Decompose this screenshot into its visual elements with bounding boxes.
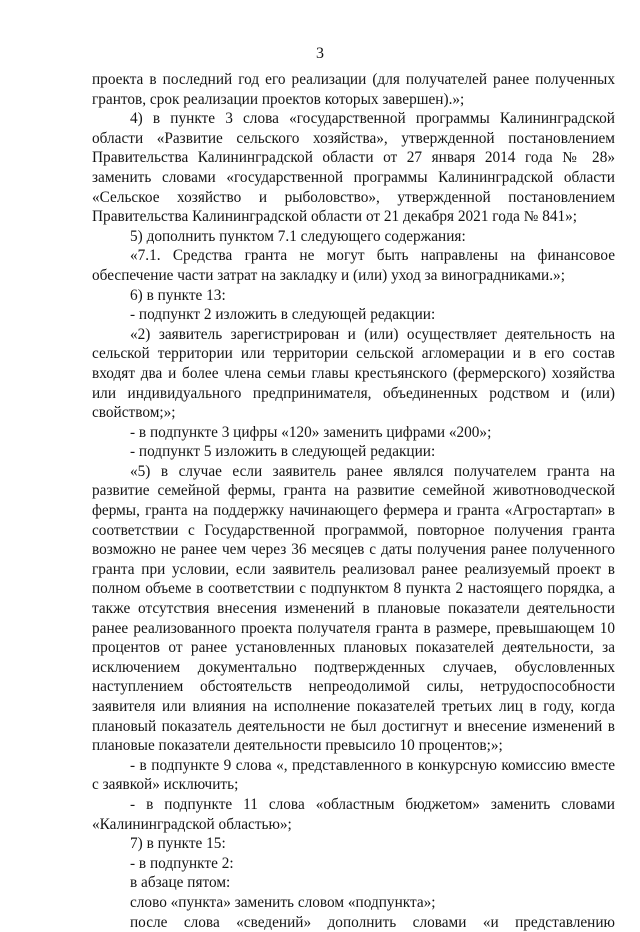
paragraph: - подпункт 5 изложить в следующей редакции: [130,443,436,461]
paragraph: в абзаце пятом: [130,874,231,892]
page-number: 3 [316,45,324,62]
document-body [92,70,615,932]
paragraph: «7.1. Средства гранта не могут быть направлены на финансовое обеспечение части затрат на закладку и (или) уход за виноградниками.»; [92,247,615,284]
paragraph: проекта в последний год его реализации (для получателей ранее полученных грантов, срок реализации проектов которых завершен).»; [92,71,615,108]
paragraph: 7) в пункте 15: [130,835,226,853]
paragraph: - в подпункте 2: [130,854,234,872]
paragraph: «5) в случае если заявитель ранее являлся получателем гранта на развитие семейной фермы, гранта на развитие семейной животноводческой фермы, гранта на поддержку начинающего фермера и гранта «Агростартап» в соответствии с Государственной программой, повторное получения гранта возможно не ранее чем через 36 месяцев с даты получения ранее полученного гранта при условии, если заявитель реализовал ранее реализуемый проект в полном объеме в соответствии с подпунктом 8 пункта 2 настоящего порядка, а также отсутствия внесения изменений в плановые показатели деятельности ранее реализованного проекта получателя гранта в размере, превышающем 10 процентов от ранее установленных плановых показателей деятельности, за исключением документально подтвержденных случаев, обусловленных наступлением обстоятельств непреодолимой силы, нетрудоспособности заявителя или влияния на исполнение показателей третьих лиц в году, когда плановый показатель деятельности не был достигнут и внесение изменений в плановые показатели деятельности превысило 10 процентов;»; [92,462,615,755]
paragraph: - подпункт 2 изложить в следующей редакции: [130,306,436,324]
paragraph: 4) в пункте 3 слова «государственной программы Калининградской области «Развитие сельского хозяйства», утвержденной постановлением Правительства Калининградской области от 27 января 2014 года № 28» заменить словами «государственной программы Калининградской области «Сельское хозяйство и рыболовство», утвержденной постановлением Правительства Калининградской области от 21 декабря 2021 года № 841»; [92,110,615,226]
paragraph: 6) в пункте 13: [130,286,226,304]
paragraph: - в подпункте 9 слова «, представленного в конкурсную комиссию вместе с заявкой» исключить; [92,756,615,794]
paragraph: - в подпункте 11 слова «областным бюджетом» заменить словами «Калининградской областью»; [92,795,615,833]
paragraph: 5) дополнить пунктом 7.1 следующего содержания: [130,227,466,245]
paragraph: после слова «сведений» дополнить словами «и представлению [130,913,615,931]
paragraph: - в подпункте 3 цифры «120» заменить цифрами «200»; [130,423,492,441]
paragraph: «2) заявитель зарегистрирован и (или) осуществляет деятельность на сельской территории или территории сельской агломерации и в его состав входят два и более члена семьи главы крестьянского (фермерского) хозяйства или индивидуального предпринимателя, объединенных родством и (или) свойством;»; [92,325,615,422]
paragraph: слово «пункта» заменить словом «подпункта»; [130,893,436,911]
